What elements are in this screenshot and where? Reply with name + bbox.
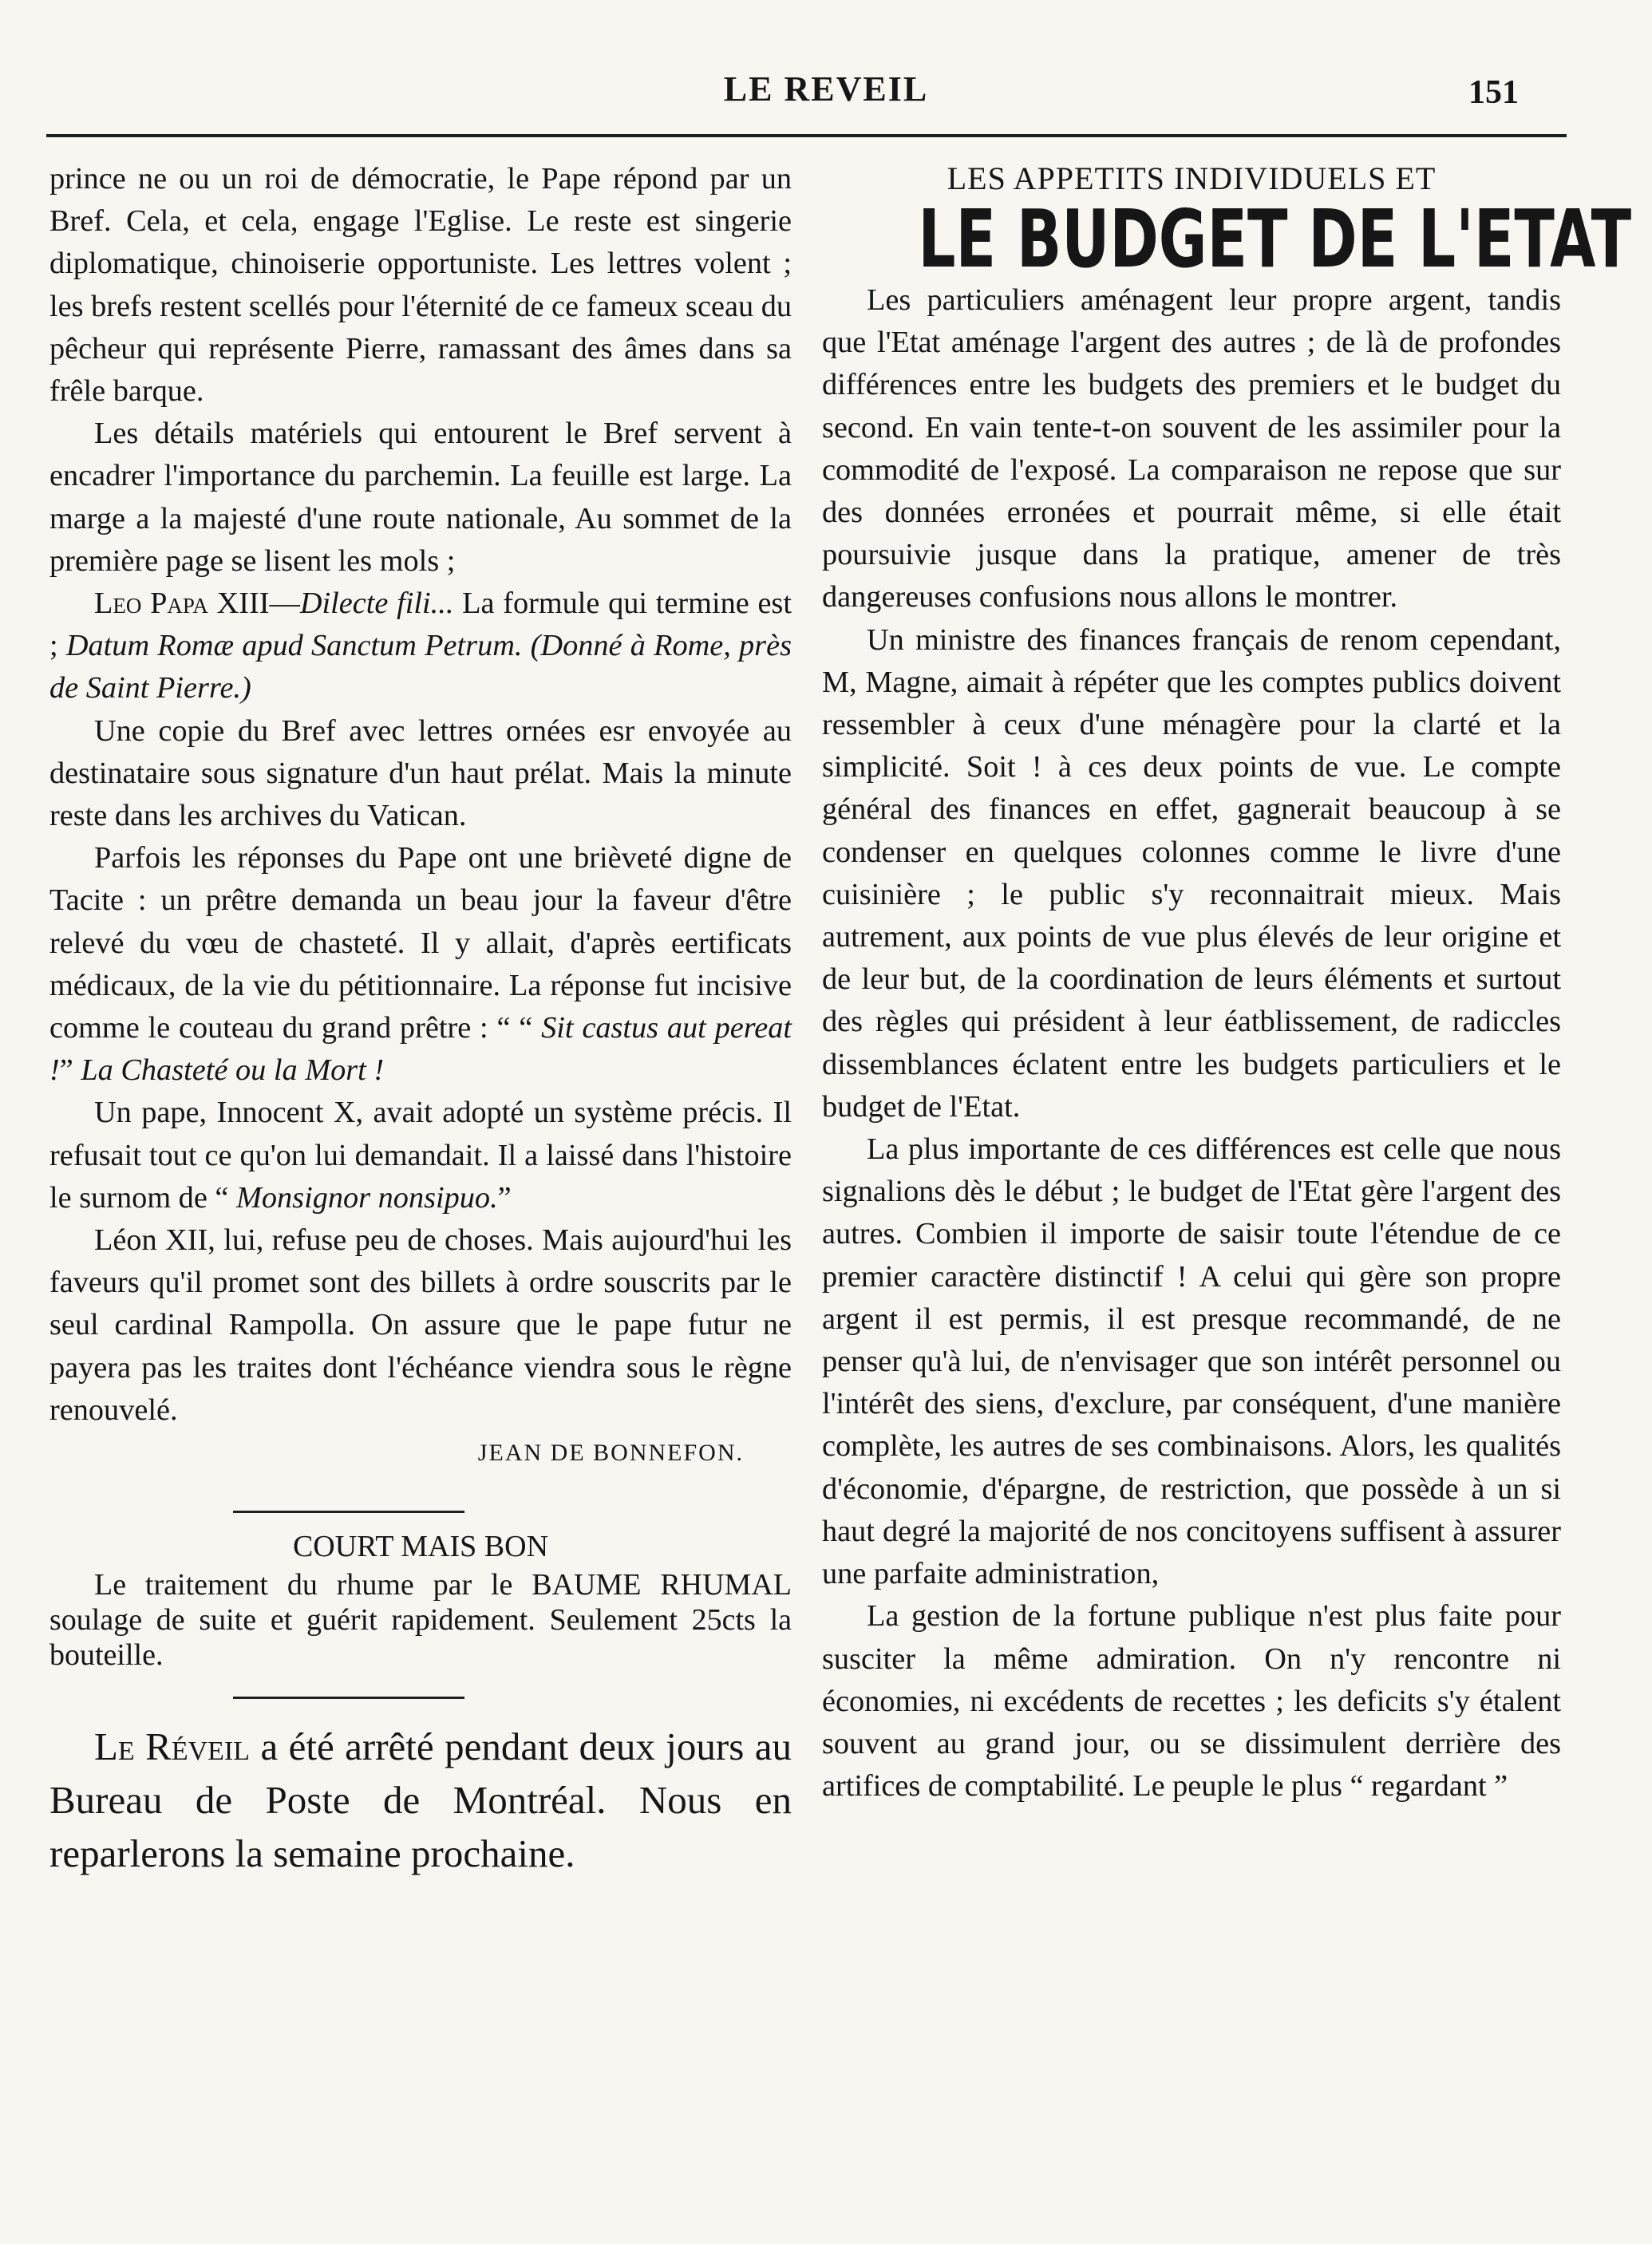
french-translation: La Chasteté ou la Mort !	[81, 1053, 385, 1088]
newspaper-title: LE REVEIL	[723, 69, 929, 109]
notice-lead: Le Réveil	[94, 1724, 250, 1769]
author-signature: JEAN DE BONNEFON.	[477, 1440, 744, 1467]
ad-text: Le traitement du rhume par le BAUME RHUMAL soulage de suite et guérit rapidement. Seulement 25cts la bouteille.	[49, 1568, 792, 1673]
monsignor-nickname: Monsignor nonsipuo.	[235, 1180, 498, 1215]
right-column	[822, 158, 1632, 1807]
article-headline: LE BUDGET DE L'ETAT	[918, 192, 1632, 286]
dilecte-fili-text: Dilecte fili...	[299, 587, 454, 621]
notice-paragraph	[49, 1720, 792, 1880]
page-number: 151	[1468, 74, 1519, 111]
article-paragraph: Une copie du Bref avec lettres ornées esr envoyée au destinataire sous signature d'un haut prélat. Mais la minute reste dans les archives du Vatican.	[49, 713, 792, 833]
article-kicker: LES APPETITS INDIVIDUELS ET	[947, 160, 1437, 196]
article-paragraph: Les particuliers aménagent leur propre argent, tandis que l'Etat aménage l'argent des autres ; de là de profondes différences entre les budgets des premiers et le budget du second. En vain tente-t-on souvent de les assimiler pour la commodité de l'exposé. La comparaison ne repose que sur des données erronées et pourrait même, si elle était poursuivie jusque dans la pratique, amener de très dangereuses confusions nous allons le montrer.	[822, 283, 1561, 614]
article-paragraph: La gestion de la fortune publique n'est plus faite pour susciter la même admiration. On n'y rencontre ni économies, ni excédents de recettes ; les deficits s'y étalent souvent au grand jour, ou se dissimulent derrière des artifices de comptabilité. Le peuple le plus “ regardant ”	[822, 1599, 1561, 1803]
article-paragraph: Léon XII, lui, refuse peu de choses. Mais aujourd'hui les faveurs qu'il promet sont des billets à ordre souscrits par le seul cardinal Rampolla. On assure que le pape futur ne payera pas les traites dont l'échéance viendra sous le règne renouvelé.	[49, 1223, 792, 1427]
leo-papa-text: Leo Papa	[94, 587, 208, 621]
formule-text: La formule qui termine est ;	[49, 587, 792, 663]
quote-close: ”	[497, 1180, 512, 1215]
em-dash: —	[269, 587, 300, 621]
ad-title: COURT MAIS BON	[292, 1530, 549, 1564]
notice-text: a été arrêté pendant deux jours au Bureau de Poste de Montréal. Nous en reparlerons la semaine prochaine.	[49, 1724, 792, 1876]
tacite-paragraph	[49, 837, 792, 1092]
datum-romae-text: Datum Romæ apud Sanctum Petrum.	[65, 629, 523, 663]
article-paragraph: Un ministre des finances français de renom cependant, M, Magne, aimait à répéter que les comptes publics doivent ressembler à ceux d'une ménagère pour la clarté et la simplicité. Soit ! à ces deux points de vue. Le compte général des finances en effet, gagnerait beaucoup à se condenser en quelques colonnes comme le livre d'une cuisinière ; le public s'y reconnaitrait mieux. Mais autrement, aux points de vue plus élevés de leur origine et de leur but, de la coordination de leurs éléments et surtout des règles qui président à leur éatblissement, de radiccles dissemblances éclatent entre les budgets particuliers et le budget de l'Etat.	[822, 622, 1561, 1124]
quote-close: ”	[59, 1053, 73, 1088]
article-paragraph: La plus importante de ces différences est celle que nous signalions dès le début ; le budget de l'Etat gère l'argent des autres. Combien il importe de saisir toute l'étendue de ce premier caractère distinctif ! A celui qui gère son propre argent il est permis, il est presque recommandé, de ne penser qu'à lui, de n'envisager que son intérêt personnel ou l'intérêt des siens, d'exclure, par conséquent, d'une manière complète, les autres de ses combinaisons. Alors, les qualités d'économie, d'épargne, de restriction, que possède à un si haut degré la majorité de nos concitoyens suffisent à assurer une parfaite administration,	[822, 1132, 1561, 1591]
innocent-text: Un pape, Innocent X, avait adopté un système précis. Il refusait tout ce qu'on lui demandait. Il a laissé dans l'histoire le surnom de	[49, 1096, 792, 1215]
tacite-text: Parfois les réponses du Pape ont une brièveté digne de Tacite : un prêtre demanda un beau jour la faveur d'être relevé du vœu de chasteté. Il y allait, d'après eertificats médicaux, de la vie du pétitionnaire. La réponse fut incisive comme le couteau du grand prêtre :	[49, 841, 792, 1045]
donne-a-rome-text: (Donné à Rome, près de Saint Pierre.)	[49, 629, 792, 705]
article-paragraph: prince ne ou un roi de démocratie, le Pape répond par un Bref. Cela, et cela, engage l'Eglise. Le reste est singerie diplomatique, chinoiserie opportuniste. Les lettres volent ; les brefs restent scellés pour l'éternité de ce fameux sceau du pêcheur qui représente Pierre, ramassant des âmes dans sa frêle barque.	[49, 162, 792, 409]
latin-quote: Sit castus aut pereat !	[49, 1011, 792, 1088]
header-rule	[46, 134, 1567, 137]
brief-formula-paragraph	[49, 583, 792, 710]
innocent-paragraph	[49, 1092, 792, 1219]
quote-open: “ “	[496, 1011, 533, 1045]
article-paragraph: Les détails matériels qui entourent le Bref servent à encadrer l'importance du parchemin. La feuille est large. La marge a la majesté d'une route nationale, Au sommet de la première page se lisent les mols ;	[49, 417, 792, 578]
papal-numeral: XIII	[216, 587, 270, 621]
quote-open: “	[215, 1180, 229, 1215]
left-column	[49, 158, 792, 1880]
